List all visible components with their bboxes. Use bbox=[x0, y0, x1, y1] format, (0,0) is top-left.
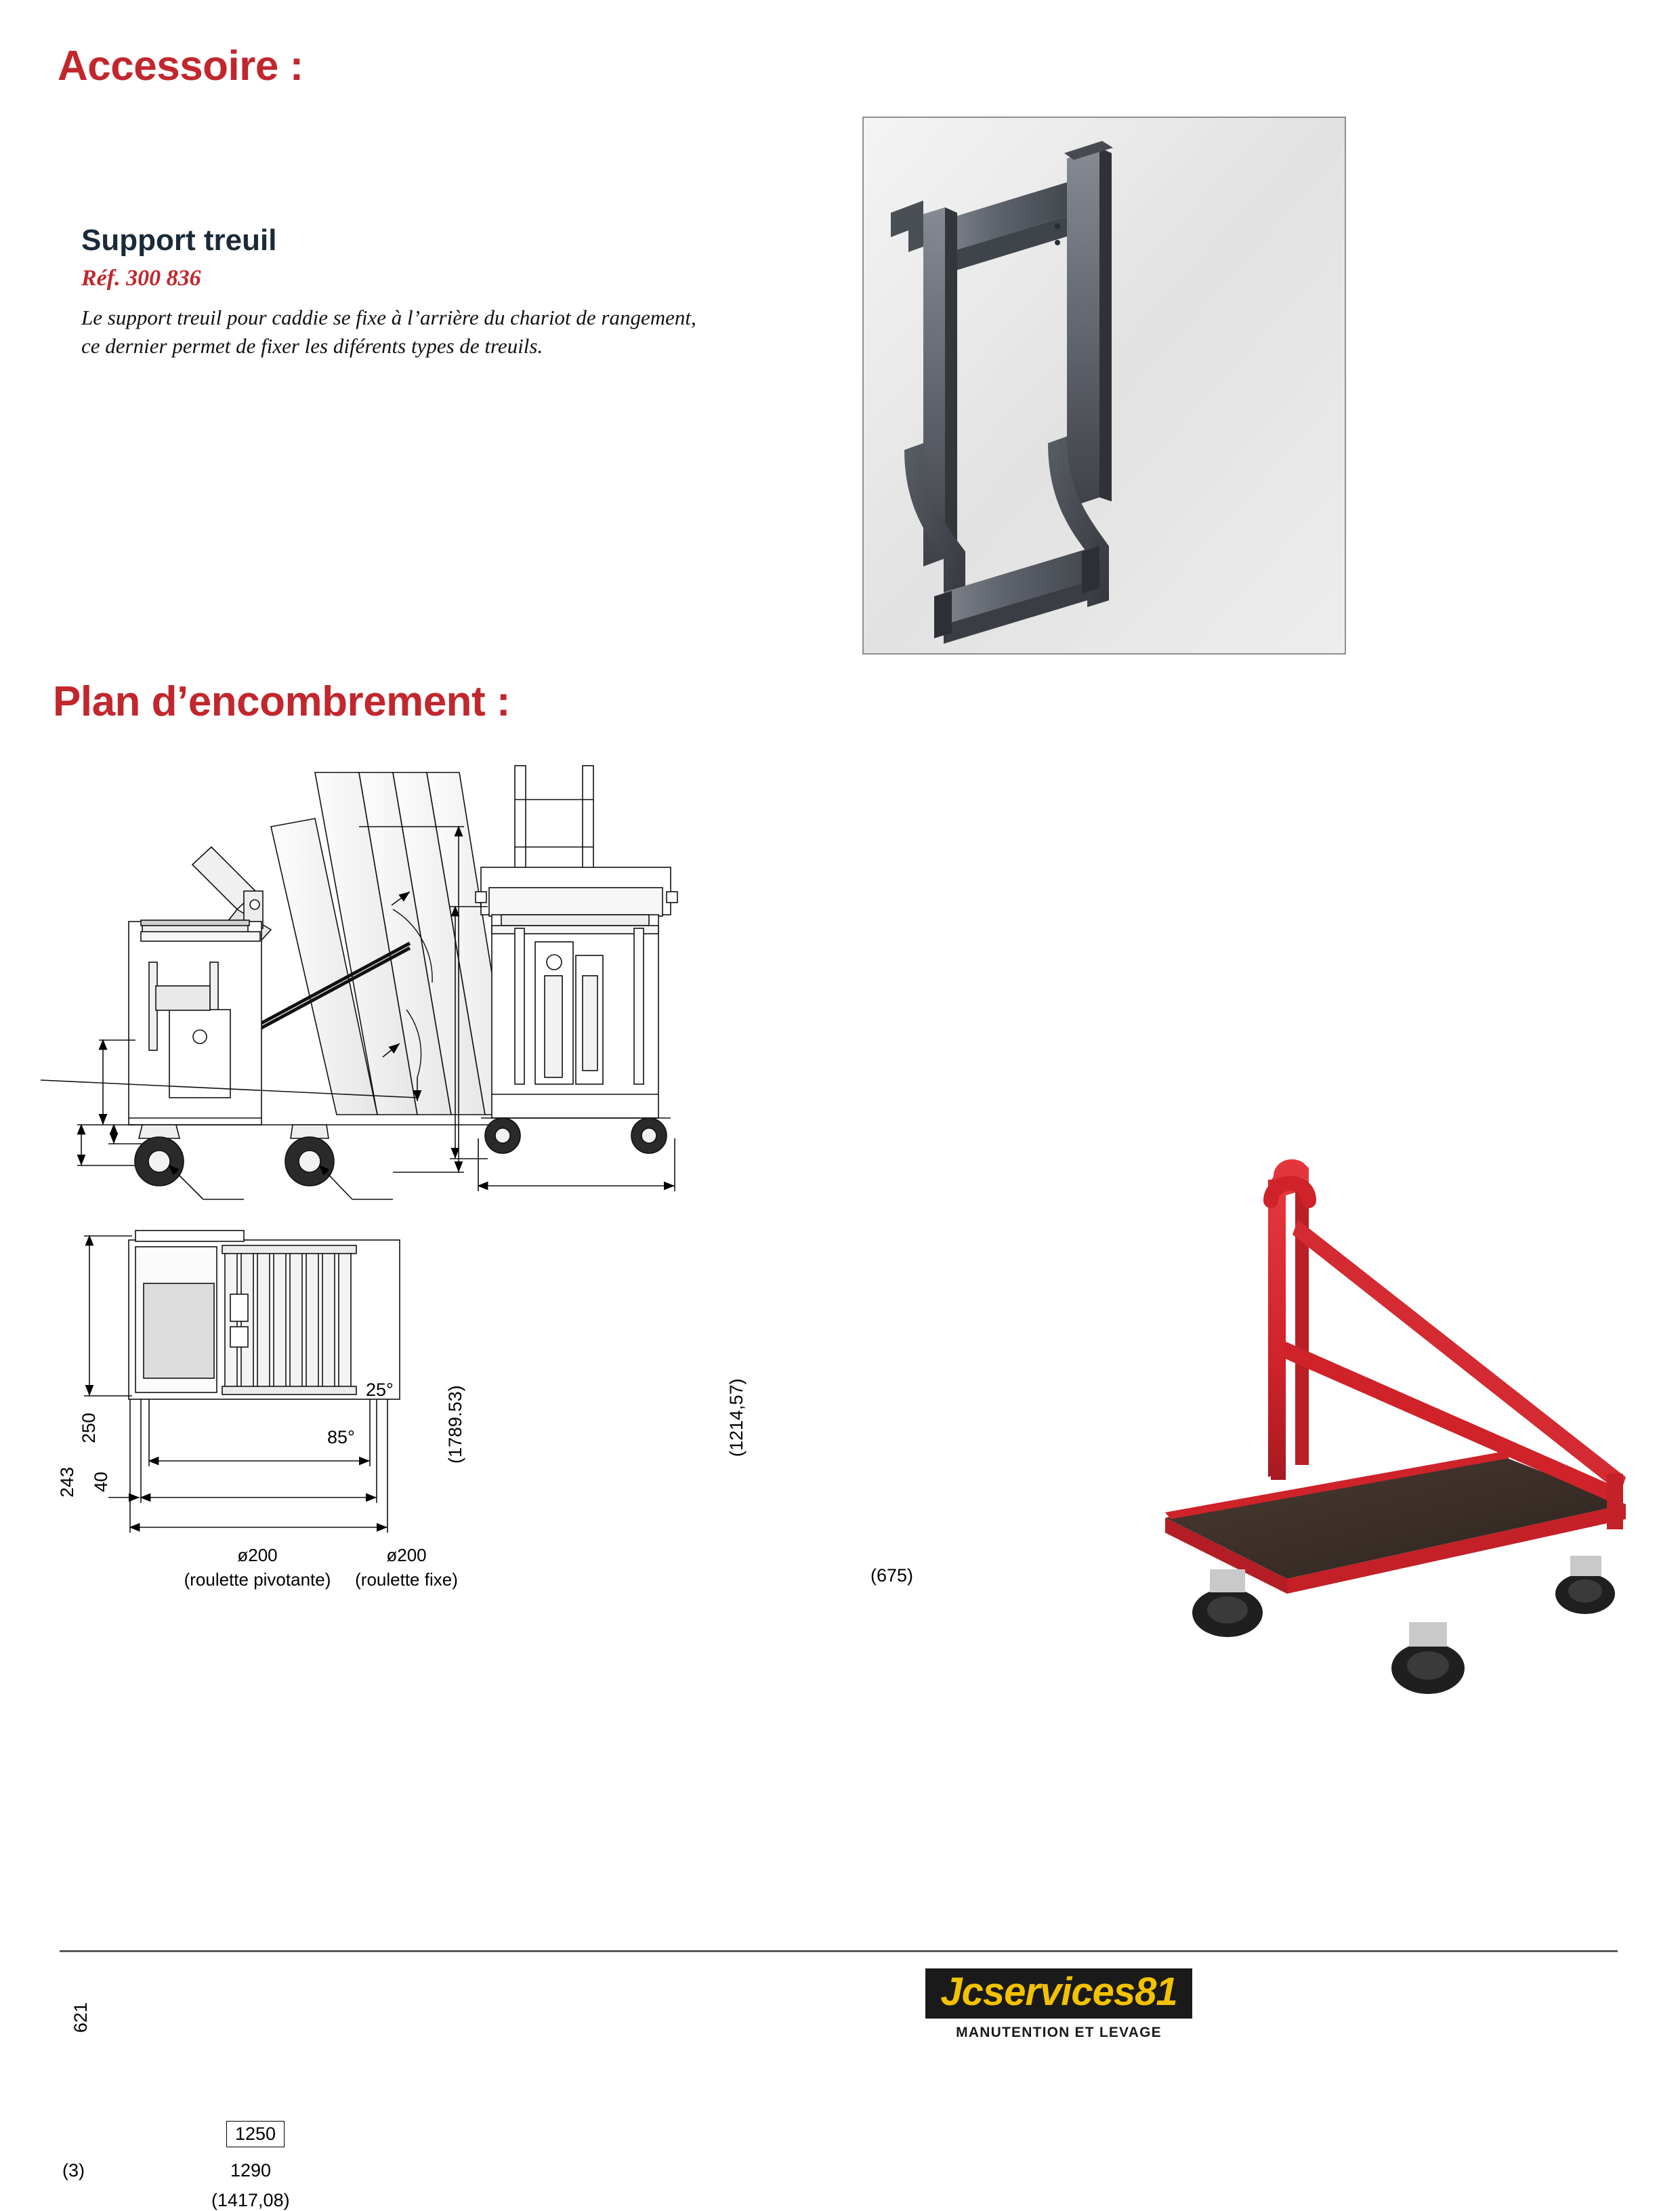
logo-text: Jcservices81 bbox=[940, 1970, 1177, 2014]
product-photo-trolley bbox=[1070, 1138, 1660, 1721]
logo-badge bbox=[925, 1968, 1192, 2019]
dim-height-1214: (1214,57) bbox=[726, 1378, 747, 1457]
dim-height-243: 243 bbox=[57, 1466, 77, 1497]
dim-height-total: (1789.53) bbox=[445, 1385, 465, 1464]
trolley-illustration bbox=[1070, 1138, 1660, 1721]
dim-length-1250: 1250 bbox=[226, 2121, 285, 2147]
dim-height-40: 40 bbox=[91, 1471, 111, 1492]
accessory-name: Support treuil bbox=[81, 224, 277, 257]
accessory-reference: Réf. 300 836 bbox=[81, 266, 201, 291]
dim-length-1417: (1417,08) bbox=[211, 2190, 290, 2210]
dim-length-1290: 1290 bbox=[230, 2160, 272, 2181]
caption-swivel-caster-text: (roulette pivotante) bbox=[184, 1569, 331, 1590]
page-title-plan: Plan d’encombrement : bbox=[53, 678, 511, 725]
dim-height-250: 250 bbox=[79, 1412, 99, 1443]
caption-swivel-caster-dia: ø200 bbox=[237, 1545, 278, 1565]
technical-drawing-svg bbox=[41, 759, 1070, 1911]
winch-support-image bbox=[862, 117, 1346, 655]
caption-fixed-caster-dia: ø200 bbox=[386, 1545, 427, 1565]
dim-width-675: (675) bbox=[870, 1565, 914, 1586]
footer-divider bbox=[60, 1950, 1618, 1952]
dim-offset-3: (3) bbox=[62, 2160, 85, 2181]
company-logo bbox=[893, 1968, 1225, 2041]
accessory-description-block bbox=[81, 224, 725, 360]
dim-depth-621: 621 bbox=[70, 2002, 91, 2033]
logo-tagline: MANUTENTION ET LEVAGE bbox=[956, 2025, 1162, 2040]
page-title-accessoire: Accessoire : bbox=[58, 43, 303, 89]
accessory-description-text: Le support treuil pour caddie se fixe à l’arrière du chariot de rangement, ce dernier permet de fixer les diférents types de treuils. bbox=[81, 306, 696, 358]
dim-angle-85: 85° bbox=[327, 1427, 355, 1447]
dim-angle-25: 25° bbox=[366, 1380, 394, 1400]
caption-fixed-caster-text: (roulette fixe) bbox=[355, 1569, 458, 1590]
winch-support-drawing bbox=[864, 118, 1345, 653]
